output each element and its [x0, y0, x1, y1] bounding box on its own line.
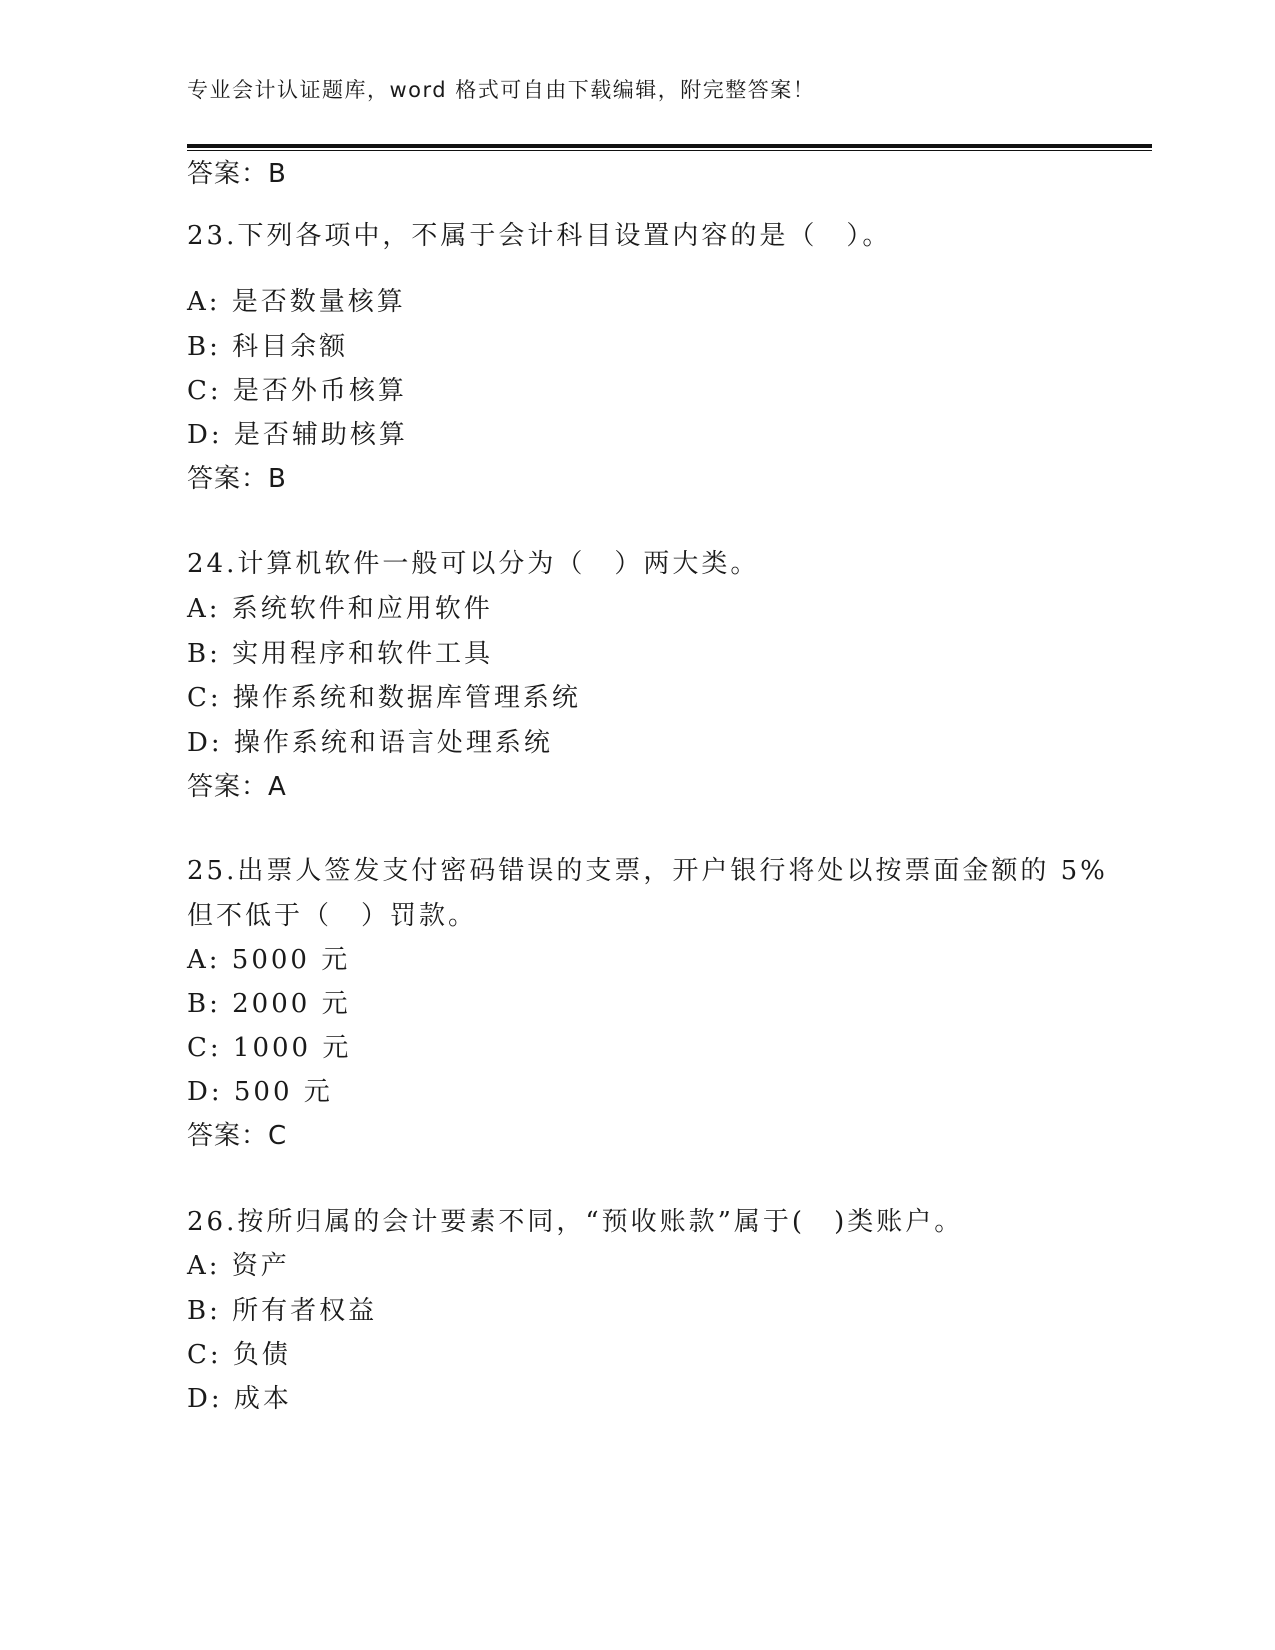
question-25-option-c: C: 1000 元: [187, 1033, 352, 1063]
header-rule-thin: [187, 150, 1152, 151]
question-24-option-b: B: 实用程序和软件工具: [187, 639, 494, 669]
question-25-option-b: B: 2000 元: [187, 989, 351, 1019]
question-25-option-a: A: 5000 元: [187, 945, 351, 975]
question-23-answer: 答案：B: [187, 464, 287, 494]
previous-answer: 答案：B: [187, 159, 287, 189]
question-24-option-d: D: 操作系统和语言处理系统: [187, 728, 553, 758]
question-23-option-d: D: 是否辅助核算: [187, 420, 408, 450]
page-header: 专业会计认证题库，word 格式可自由下载编辑，附完整答案！: [187, 78, 816, 102]
question-24-option-a: A: 系统软件和应用软件: [187, 594, 493, 624]
question-23-option-c: C: 是否外币核算: [187, 376, 407, 406]
question-25-stem-line-2: 但不低于（ ）罚款。: [187, 901, 478, 931]
question-23-option-b: B: 科目余额: [187, 332, 349, 362]
header-rule-thick: [187, 144, 1152, 148]
question-26-stem: 26.按所归属的会计要素不同，“预收账款”属于( )类账户。: [187, 1207, 964, 1237]
question-23-stem: 23.下列各项中，不属于会计科目设置内容的是（ ）。: [187, 221, 892, 251]
question-26-option-b: B: 所有者权益: [187, 1296, 378, 1326]
question-24-stem: 24.计算机软件一般可以分为（ ）两大类。: [187, 549, 760, 579]
question-24-option-c: C: 操作系统和数据库管理系统: [187, 683, 581, 713]
question-23-option-a: A: 是否数量核算: [187, 287, 406, 317]
question-25-answer: 答案：C: [187, 1121, 288, 1151]
question-26-option-d: D: 成本: [187, 1384, 292, 1414]
question-26-option-a: A: 资产: [187, 1251, 290, 1281]
question-24-answer: 答案：A: [187, 772, 287, 802]
question-26-option-c: C: 负债: [187, 1340, 291, 1370]
question-25-option-d: D: 500 元: [187, 1077, 333, 1107]
question-25-stem-line-1: 25.出票人签发支付密码错误的支票，开户银行将处以按票面金额的 5%: [187, 856, 1108, 886]
